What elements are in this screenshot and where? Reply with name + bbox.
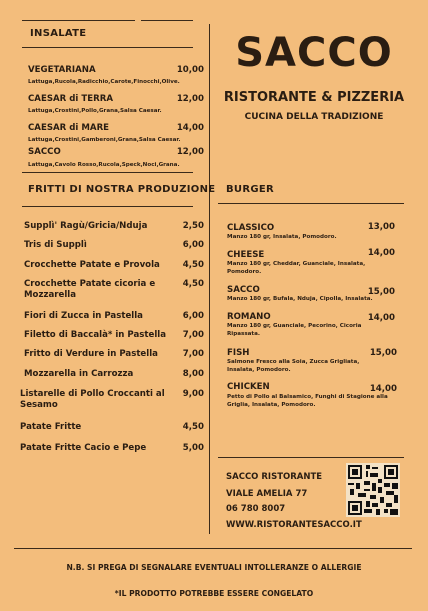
fritto-name: Filetto di Baccalà* in Pastella bbox=[24, 330, 167, 340]
fritti-title-rule bbox=[22, 206, 193, 207]
fritto-name: Crocchette Patate e Provola bbox=[24, 260, 160, 270]
burger-name: ROMANO bbox=[227, 312, 271, 322]
brand-subtitle: RISTORANTE & PIZZERIA bbox=[223, 90, 405, 105]
top-rule-left bbox=[22, 20, 135, 21]
insalata-price: 14,00 bbox=[176, 123, 204, 133]
burger-name: CHICKEN bbox=[227, 382, 270, 392]
insalate-bottom-rule bbox=[22, 172, 193, 173]
burger-title-rule bbox=[218, 203, 404, 204]
burger-price: 14,00 bbox=[367, 248, 395, 258]
fritti-title: FRITTI DI NOSTRA PRODUZIONE bbox=[28, 184, 216, 195]
fritto-price: 4,50 bbox=[182, 279, 204, 289]
burger-price: 14,00 bbox=[369, 384, 397, 394]
allergy-note: N.B. SI PREGA DI SEGNALARE EVENTUALI INTOLLERANZE O ALLERGIE bbox=[66, 563, 362, 572]
fritto-name: Supplì' Ragù/Gricia/Nduja bbox=[24, 221, 148, 231]
brand-name: SACCO bbox=[235, 30, 393, 76]
fritto-name: Listarelle di Pollo Croccanti al Sesamo bbox=[20, 389, 165, 410]
insalata-desc: Lattuga,Crostini,Gamberoni,Grana,Salsa Caesar. bbox=[28, 137, 181, 143]
column-divider bbox=[209, 24, 210, 534]
contact-phone: 06 780 8007 bbox=[226, 504, 286, 514]
fritto-name: Fritto di Verdure in Pastella bbox=[24, 349, 158, 359]
insalata-price: 12,00 bbox=[176, 147, 204, 157]
fritto-price: 2,50 bbox=[182, 221, 204, 231]
burger-desc: Manzo 180 gr, Guanciale, Pecorino, Cicoria Ripassata. bbox=[227, 323, 362, 337]
insalata-price: 12,00 bbox=[176, 94, 204, 104]
burger-desc: Manzo 180 gr, Bufala, Nduja, Cipolla, Insalata. bbox=[227, 296, 373, 302]
insalate-title: INSALATE bbox=[30, 28, 87, 39]
burger-price: 15,00 bbox=[369, 348, 397, 358]
insalate-title-rule bbox=[22, 47, 193, 48]
insalata-desc: Lattuga,Rucola,Radicchio,Carote,Finocchi,Olive. bbox=[28, 79, 180, 85]
fritto-name: Patate Fritte bbox=[20, 422, 82, 432]
burger-price: 15,00 bbox=[367, 287, 395, 297]
contact-top-rule bbox=[218, 457, 404, 458]
fritto-name: Tris di Supplì bbox=[24, 240, 87, 250]
burger-name: CHEESE bbox=[227, 250, 265, 260]
contact-website[interactable]: WWW.RISTORANTESACCO.IT bbox=[226, 520, 362, 530]
fritto-price: 4,50 bbox=[182, 422, 204, 432]
fritto-price: 6,00 bbox=[182, 311, 204, 321]
notes-top-rule bbox=[14, 548, 412, 549]
burger-price: 13,00 bbox=[367, 222, 395, 232]
fritto-price: 7,00 bbox=[182, 330, 204, 340]
fritto-price: 5,00 bbox=[182, 443, 204, 453]
insalata-name: VEGETARIANA bbox=[28, 65, 96, 75]
burger-price: 14,00 bbox=[367, 313, 395, 323]
insalata-name: CAESAR di MARE bbox=[28, 123, 110, 133]
fritto-name: Mozzarella in Carrozza bbox=[24, 369, 134, 379]
fritto-name: Fiori di Zucca in Pastella bbox=[24, 311, 143, 321]
insalata-name: SACCO bbox=[28, 147, 61, 157]
burger-desc: Petto di Pollo al Balsamico, Funghi di Stagione alla Griglia, Insalata, Pomodoro. bbox=[227, 394, 388, 408]
fritto-name: Patate Fritte Cacio e Pepe bbox=[20, 443, 147, 453]
brand-tagline: CUCINA DELLA TRADIZIONE bbox=[244, 112, 384, 122]
burger-desc: Salmone Fresco alla Soia, Zucca Grigliata, Insalata, Pomodoro. bbox=[227, 359, 360, 373]
top-rule-right bbox=[141, 20, 193, 21]
burger-desc: Manzo 180 gr, Insalata, Pomodoro. bbox=[227, 234, 337, 240]
burger-name: CLASSICO bbox=[227, 223, 275, 233]
qr-code-icon[interactable] bbox=[346, 463, 400, 517]
fritto-price: 4,50 bbox=[182, 260, 204, 270]
fritto-name: Crocchette Patate cicoria e Mozzarella bbox=[24, 279, 156, 300]
burger-title: BURGER bbox=[226, 184, 274, 195]
fritto-price: 8,00 bbox=[182, 369, 204, 379]
insalata-name: CAESAR di TERRA bbox=[28, 94, 113, 104]
burger-name: FISH bbox=[227, 348, 250, 358]
fritto-price: 9,00 bbox=[182, 389, 204, 399]
insalata-desc: Lattuga,Crostini,Pollo,Grana,Salsa Caesar. bbox=[28, 108, 162, 114]
burger-name: SACCO bbox=[227, 285, 260, 295]
insalata-price: 10,00 bbox=[176, 65, 204, 75]
fritto-price: 7,00 bbox=[182, 349, 204, 359]
burger-desc: Manzo 180 gr, Cheddar, Guanciale, Insalata, Pomodoro. bbox=[227, 261, 366, 275]
frozen-note: *IL PRODOTTO POTREBBE ESSERE CONGELATO bbox=[114, 589, 314, 598]
contact-address: VIALE AMELIA 77 bbox=[226, 489, 308, 499]
insalata-desc: Lattuga,Cavolo Rosso,Rucola,Speck,Noci,Grana. bbox=[28, 162, 180, 168]
contact-name: SACCO RISTORANTE bbox=[226, 472, 323, 482]
fritto-price: 6,00 bbox=[182, 240, 204, 250]
